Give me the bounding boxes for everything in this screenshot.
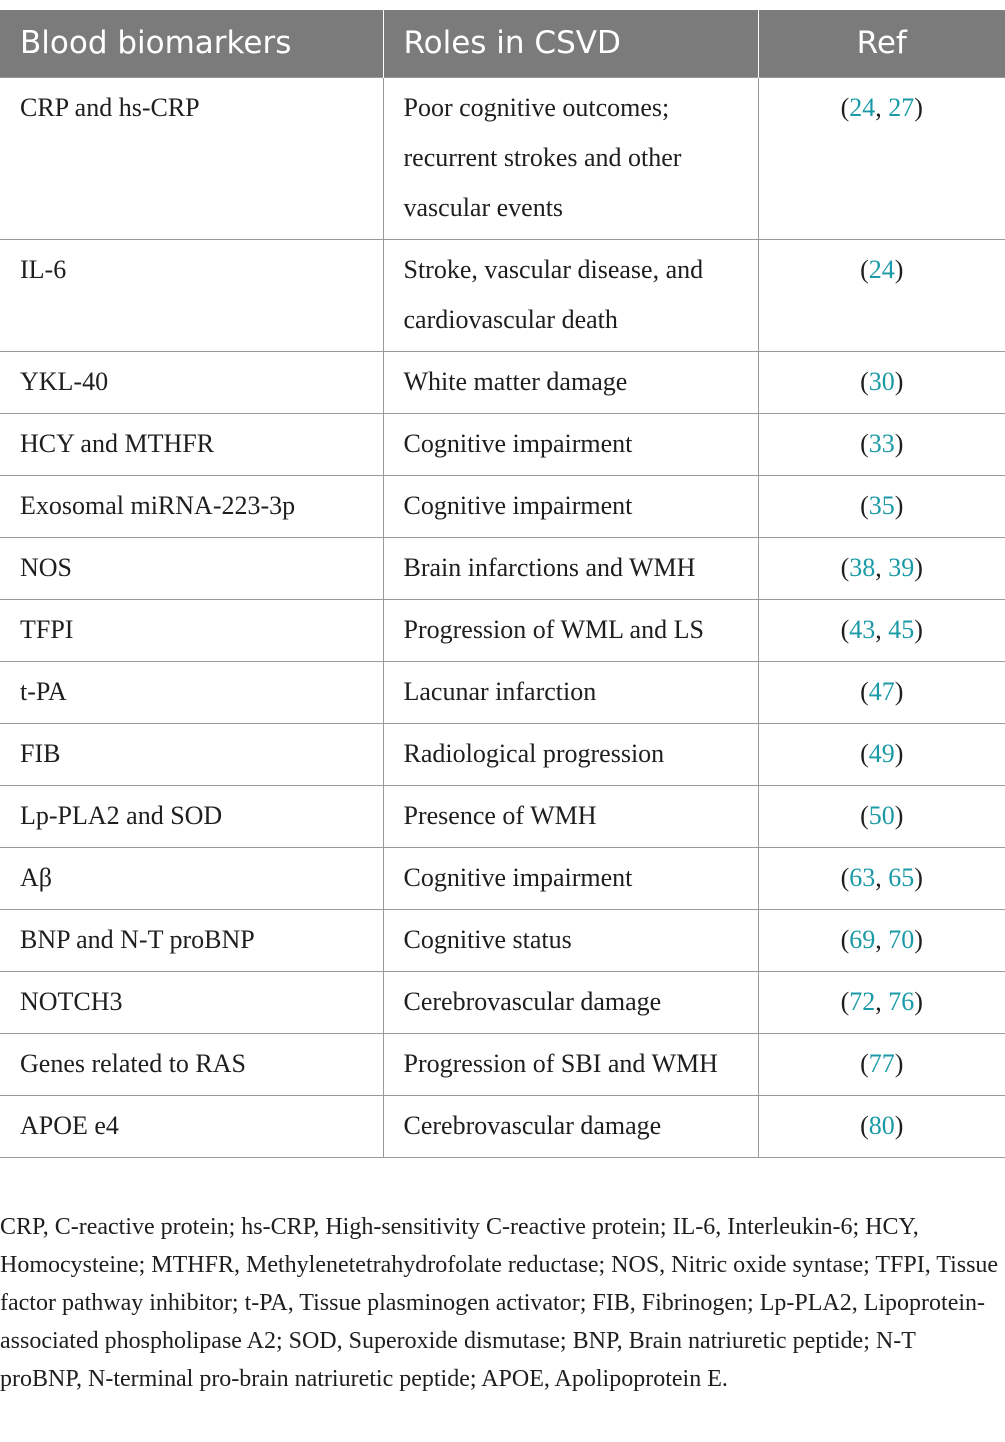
- biomarker-cell: APOE e4: [0, 1095, 383, 1157]
- biomarker-cell: NOTCH3: [0, 971, 383, 1033]
- table-row: [0, 1033, 1005, 1095]
- biomarker-cell: FIB: [0, 723, 383, 785]
- table-row: [0, 77, 1005, 239]
- ref-close-paren: ): [914, 614, 923, 644]
- ref-cell: [758, 413, 1005, 475]
- biomarker-cell: t-PA: [0, 661, 383, 723]
- ref-separator: ,: [875, 862, 889, 892]
- ref-open-paren: (: [860, 366, 869, 396]
- ref-cell: [758, 239, 1005, 351]
- ref-cell: [758, 909, 1005, 971]
- ref-separator: ,: [875, 614, 889, 644]
- ref-close-paren: ): [894, 490, 904, 520]
- ref-link[interactable]: 70: [888, 924, 915, 954]
- biomarker-cell: Aβ: [0, 847, 383, 909]
- role-cell: Progression of WML and LS: [383, 599, 758, 661]
- table-row: [0, 351, 1005, 413]
- ref-link[interactable]: 65: [888, 862, 915, 892]
- role-cell: Cognitive impairment: [383, 413, 758, 475]
- role-cell: Brain infarctions and WMH: [383, 537, 758, 599]
- biomarker-cell: CRP and hs-CRP: [0, 77, 383, 239]
- biomarker-cell: NOS: [0, 537, 383, 599]
- ref-separator: ,: [875, 92, 889, 122]
- ref-cell: [758, 599, 1005, 661]
- table-row: [0, 723, 1005, 785]
- biomarker-cell: TFPI: [0, 599, 383, 661]
- ref-link[interactable]: 76: [888, 986, 915, 1016]
- ref-open-paren: (: [840, 92, 850, 122]
- role-cell: Cognitive status: [383, 909, 758, 971]
- ref-close-paren: ): [894, 1048, 904, 1078]
- table-row: [0, 475, 1005, 537]
- ref-close-paren: ): [894, 738, 904, 768]
- ref-close-paren: ): [894, 366, 904, 396]
- ref-open-paren: (: [840, 552, 850, 582]
- ref-link[interactable]: 45: [888, 614, 915, 644]
- table-row: [0, 1095, 1005, 1157]
- biomarker-cell: HCY and MTHFR: [0, 413, 383, 475]
- ref-link[interactable]: 35: [868, 490, 895, 520]
- ref-link[interactable]: 39: [888, 552, 915, 582]
- ref-cell: [758, 77, 1005, 239]
- ref-cell: [758, 475, 1005, 537]
- role-cell: Progression of SBI and WMH: [383, 1033, 758, 1095]
- biomarker-table: [0, 10, 1005, 1158]
- ref-close-paren: ): [914, 924, 923, 954]
- ref-link[interactable]: 30: [868, 366, 895, 396]
- ref-cell: [758, 351, 1005, 413]
- biomarker-cell: IL-6: [0, 239, 383, 351]
- ref-separator: ,: [875, 924, 889, 954]
- table-footnote: CRP, C-reactive protein; hs-CRP, High-sensitivity C-reactive protein; IL-6, Interleukin-6; HCY, Homocysteine; MTHFR, Methylenetetrahydrofolate reductase; NOS, Nitric oxide syntase; TFPI, Tissue factor pathway inhibitor; t-PA, Tissue plasminogen activator; FIB, Fibrinogen; Lp-PLA2, Lipoprotein-associated phospholipase A2; SOD, Superoxide dismutase; BNP, Brain natriuretic peptide; N-T proBNP, N-terminal pro-brain natriuretic peptide; APOE, Apolipoprotein E.: [0, 1214, 999, 1392]
- ref-open-paren: (: [860, 490, 869, 520]
- ref-link[interactable]: 49: [868, 738, 895, 768]
- ref-separator: ,: [875, 986, 889, 1016]
- ref-link[interactable]: 77: [868, 1048, 895, 1078]
- ref-open-paren: (: [860, 1048, 869, 1078]
- ref-cell: [758, 661, 1005, 723]
- table-body: [0, 77, 1005, 1157]
- role-cell: White matter damage: [383, 351, 758, 413]
- ref-link[interactable]: 24: [868, 254, 895, 284]
- biomarker-cell: Exosomal miRNA-223-3p: [0, 475, 383, 537]
- table-header-row: [0, 10, 1005, 77]
- ref-link[interactable]: 80: [868, 1110, 895, 1140]
- ref-link[interactable]: 69: [849, 924, 876, 954]
- table-row: [0, 599, 1005, 661]
- role-cell: Poor cognitive outcomes; recurrent strokes and other vascular events: [383, 77, 758, 239]
- role-cell: Cognitive impairment: [383, 475, 758, 537]
- table-row: [0, 847, 1005, 909]
- ref-open-paren: (: [860, 738, 869, 768]
- table-row: [0, 413, 1005, 475]
- ref-open-paren: (: [860, 428, 869, 458]
- ref-open-paren: (: [840, 986, 850, 1016]
- role-cell: Stroke, vascular disease, and cardiovascular death: [383, 239, 758, 351]
- ref-cell: [758, 971, 1005, 1033]
- ref-link[interactable]: 33: [868, 428, 895, 458]
- ref-link[interactable]: 72: [849, 986, 876, 1016]
- biomarker-cell: YKL-40: [0, 351, 383, 413]
- ref-cell: [758, 723, 1005, 785]
- biomarker-cell: Genes related to RAS: [0, 1033, 383, 1095]
- table-row: [0, 661, 1005, 723]
- ref-close-paren: ): [914, 552, 923, 582]
- role-cell: Lacunar infarction: [383, 661, 758, 723]
- header-blood-biomarkers: Blood biomarkers: [0, 10, 383, 77]
- ref-cell: [758, 785, 1005, 847]
- ref-cell: [758, 1095, 1005, 1157]
- ref-cell: [758, 1033, 1005, 1095]
- biomarker-cell: Lp-PLA2 and SOD: [0, 785, 383, 847]
- ref-close-paren: ): [914, 986, 923, 1016]
- biomarker-cell: BNP and N-T proBNP: [0, 909, 383, 971]
- ref-close-paren: ): [894, 1110, 904, 1140]
- ref-close-paren: ): [914, 92, 923, 122]
- ref-open-paren: (: [860, 800, 869, 830]
- ref-close-paren: ): [894, 428, 904, 458]
- ref-link[interactable]: 63: [849, 862, 876, 892]
- ref-open-paren: (: [840, 924, 850, 954]
- ref-cell: [758, 847, 1005, 909]
- ref-close-paren: ): [894, 676, 904, 706]
- ref-separator: ,: [875, 552, 889, 582]
- ref-link[interactable]: 27: [888, 92, 915, 122]
- role-cell: Cerebrovascular damage: [383, 1095, 758, 1157]
- ref-open-paren: (: [840, 614, 850, 644]
- ref-open-paren: (: [860, 1110, 869, 1140]
- role-cell: Radiological progression: [383, 723, 758, 785]
- table-row: [0, 971, 1005, 1033]
- role-cell: Cognitive impairment: [383, 847, 758, 909]
- ref-link[interactable]: 24: [849, 92, 876, 122]
- ref-link[interactable]: 43: [849, 614, 876, 644]
- role-cell: Cerebrovascular damage: [383, 971, 758, 1033]
- role-cell: Presence of WMH: [383, 785, 758, 847]
- table-row: [0, 785, 1005, 847]
- ref-link[interactable]: 38: [849, 552, 876, 582]
- table-row: [0, 909, 1005, 971]
- ref-cell: [758, 537, 1005, 599]
- ref-link[interactable]: 50: [868, 800, 895, 830]
- ref-close-paren: ): [914, 862, 923, 892]
- ref-open-paren: (: [840, 862, 850, 892]
- ref-open-paren: (: [860, 676, 869, 706]
- header-roles-in-csvd: Roles in CSVD: [383, 10, 758, 77]
- ref-link[interactable]: 47: [868, 676, 895, 706]
- ref-open-paren: (: [860, 254, 869, 284]
- table-row: [0, 239, 1005, 351]
- header-ref: Ref: [758, 10, 1005, 77]
- table-row: [0, 537, 1005, 599]
- ref-close-paren: ): [894, 800, 904, 830]
- ref-close-paren: ): [894, 254, 904, 284]
